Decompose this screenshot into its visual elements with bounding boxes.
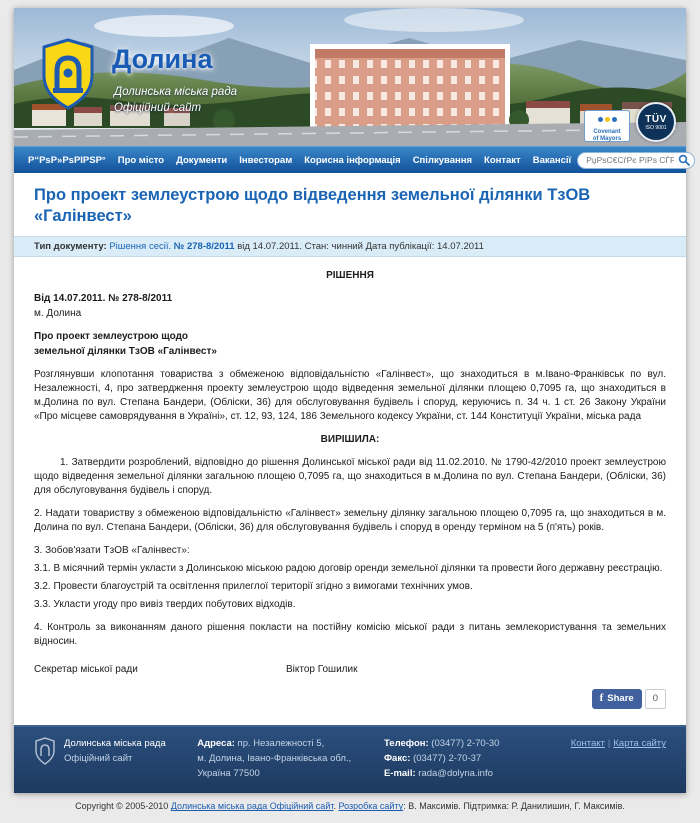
doc-date-line: Від 14.07.2011. № 278-8/2011 xyxy=(34,292,173,304)
copyright-site-link[interactable]: Долинська міська рада Офіційний сайт xyxy=(170,801,334,812)
doc-type-link[interactable]: Рішення сесії. xyxy=(109,240,172,252)
site-header xyxy=(14,8,686,146)
site-frame xyxy=(14,8,686,793)
main-content xyxy=(14,173,686,725)
doc-meta-tail: від 14.07.2011. Стан: чинний Дата публікації: 14.07.2011 xyxy=(237,240,484,252)
doc-city-line: м. Долина xyxy=(34,307,82,319)
doc-item-1: 1. Затвердити розроблений, відповідно до рішення Долинської міської ради від 11.02.2010. № 1790-42/2010 проект землеустрою щодо відведення земельної ділянки загальною площею 0,7095 га, що знаходиться в м.Долина по вул. Степана Бандери, (Обліски, 36) для обслуговування будівель і споруд. xyxy=(34,456,666,496)
page-title: Про проект землеустрою щодо відведення земельної ділянки ТзОВ «Галінвест» xyxy=(34,186,591,226)
footer-address xyxy=(197,737,366,781)
footer-sitemap-link[interactable]: Карта сайту xyxy=(613,738,666,750)
footer-org-text xyxy=(64,737,166,766)
site-search xyxy=(577,152,695,169)
footer-contacts xyxy=(384,737,553,781)
covenant-of-mayors-badge[interactable] xyxy=(584,110,630,142)
doc-item-3-2: 3.2. Провести благоустрій та освітлення прилеглої території згідно з вимогами технічних умов. xyxy=(34,580,473,592)
facebook-icon: f xyxy=(599,691,604,704)
footer-phone-value: (03477) 2-70-30 xyxy=(431,738,500,750)
site-subtitle xyxy=(114,84,237,116)
subtitle-line1: Долинська міська рада xyxy=(114,86,238,98)
doc-item-3-1: 3.1. В місячний термін укласти з Долинською міською радою договір оренди земельної ділянки та провести його державну реєстрацію. xyxy=(34,562,663,574)
share-button-label: Share xyxy=(607,692,634,704)
facebook-share-button[interactable] xyxy=(592,689,642,709)
copyright-mid: . xyxy=(333,801,339,812)
signature-row xyxy=(34,663,666,677)
copyright-dev-link[interactable]: Розробка сайту xyxy=(338,801,404,812)
nav-item-about-city[interactable]: Про місто xyxy=(117,154,165,166)
footer-coat-of-arms-icon xyxy=(34,737,56,765)
nav-item-investors[interactable]: Інвесторам xyxy=(239,154,293,166)
covenant-badge-text: Covenant of Mayors xyxy=(592,129,622,142)
footer-contact-link[interactable]: Контакт xyxy=(570,738,605,750)
tuv-certification-badge[interactable] xyxy=(636,102,676,142)
doc-item-2: 2. Надати товариству з обмеженою відповідальністю «Галінвест» земельну ділянку загальною площею 0,7095 га, що знаходиться в м. Долина по вул. Степана Бандери, (Обліски, 36) для обслуговування будівель і споруд в оренду терміном на 5 (п'ять) років. xyxy=(34,507,666,533)
footer-email-value: rada@dolyna.info xyxy=(418,767,493,779)
nav-item-vacancies[interactable]: Вакансії xyxy=(532,154,572,166)
footer-address-label: Адреса: xyxy=(197,738,235,750)
main-nav xyxy=(14,146,686,173)
copyright-tail: : В. Максимів. Підтримка: Р. Данилишин, Г. Максимів. xyxy=(403,801,625,812)
covenant-figures-icon xyxy=(597,109,618,127)
site-footer xyxy=(14,725,686,793)
footer-links xyxy=(571,737,666,781)
nav-item-useful-info[interactable]: Корисна інформація xyxy=(304,154,401,166)
footer-org-line2: Офіційний сайт xyxy=(64,752,133,764)
coat-of-arms-icon xyxy=(40,38,96,115)
doc-item-3-3: 3.3. Укласти угоду про вивіз твердих побутових відходів. xyxy=(34,598,296,610)
footer-address-line1: пр. Незалежності 5, xyxy=(237,738,325,750)
document-body xyxy=(14,257,686,725)
tuv-badge-subtitle: ISO 9001 xyxy=(645,124,667,131)
nav-item-home[interactable]: Р“РѕР»РѕРІРЅР° xyxy=(28,154,106,166)
page-container xyxy=(14,0,686,823)
signature-name: Віктор Гошилик xyxy=(286,663,358,675)
footer-fax-label: Факс: xyxy=(383,752,411,764)
site-title: Долина xyxy=(112,44,213,74)
tuv-badge-title: TÜV xyxy=(645,113,667,125)
doc-item-4: 4. Контроль за виконанням даного рішення покласти на постійну комісію міської ради з питань землекористування та земельних відносин. xyxy=(34,621,666,647)
nav-item-documents[interactable]: Документи xyxy=(176,154,228,166)
footer-org-line1: Долинська міська рада xyxy=(64,738,166,750)
header-badges xyxy=(584,102,676,142)
footer-phone-label: Телефон: xyxy=(383,738,429,750)
doc-heading: РІШЕННЯ xyxy=(326,269,374,281)
footer-org xyxy=(34,737,179,781)
doc-subject-line1: Про проект землеустрою щодо xyxy=(34,330,189,342)
doc-intro-paragraph: Розглянувши клопотання товариства з обмеженою відповідальністю «Галінвест», що знаходиться в м.Івано-Франківськ по вул. Незалежності, 4, про затвердження проекту землеустрою щодо відведення земельної ділянки площею 0,7095 га, що знаходиться в м.Долина по вул. Степана Бандери, (Обліски, 36) для обслуговування будівель і споруд, керуючись п. 34 ч. 1 ст. 26 Закону України «Про місцеве самоврядування в Україні», ст. 12, 93, 124, 186 Земельного кодексу України, ст. 144 Конституції України, міська рада xyxy=(34,368,666,422)
doc-number-link[interactable]: № 278-8/2011 xyxy=(173,240,235,252)
share-row xyxy=(34,677,666,721)
doc-subject-line2: земельної ділянки ТзОВ «Галінвест» xyxy=(34,345,217,357)
footer-links-separator: | xyxy=(607,738,611,750)
share-count: 0 xyxy=(645,689,666,708)
footer-fax-value: (03477) 2-70-37 xyxy=(413,752,482,764)
doc-type-label: Тип документу: xyxy=(34,240,107,252)
subtitle-line2: Офіційний сайт xyxy=(114,102,202,115)
document-meta-bar xyxy=(14,236,686,257)
signature-title: Секретар міської ради xyxy=(34,663,138,675)
search-icon[interactable] xyxy=(678,154,690,166)
footer-address-line2: м. Долина, Івано-Франківська обл., xyxy=(197,752,352,764)
doc-item-3: 3. Зобов'язати ТзОВ «Галінвест»: xyxy=(34,544,190,556)
copyright-bar xyxy=(14,793,686,823)
footer-address-line3: Україна 77500 xyxy=(197,767,260,779)
doc-resolved-heading: ВИРІШИЛА: xyxy=(320,433,380,445)
nav-item-communication[interactable]: Спілкування xyxy=(412,154,473,166)
footer-email-label: E-mail: xyxy=(383,767,416,779)
copyright-prefix: Copyright © 2005-2010 xyxy=(75,801,171,812)
nav-item-contact[interactable]: Контакт xyxy=(484,154,521,166)
